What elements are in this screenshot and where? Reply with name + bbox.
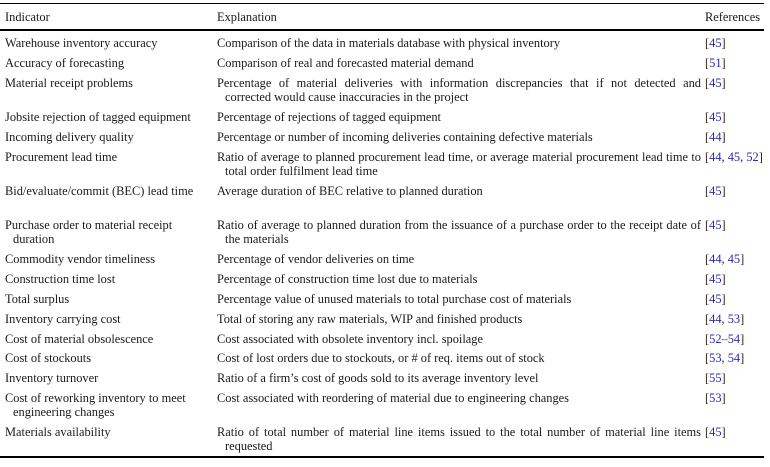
indicator-cell: Cost of material obsolescence <box>5 331 154 346</box>
bracket-open: [ <box>705 183 710 198</box>
explanation-cell: Percentage of construction time lost due to materials <box>217 271 478 286</box>
bracket-close: ] <box>740 331 745 346</box>
bracket-close: ] <box>721 271 726 286</box>
references-cell <box>705 252 767 266</box>
bracket-close: ] <box>721 55 726 70</box>
bracket-close: ] <box>721 217 726 232</box>
references-cell <box>705 312 767 326</box>
references-cell <box>705 130 767 144</box>
bracket-open: [ <box>705 55 710 70</box>
explanation-cell: Comparison of the data in materials database with physical inventory <box>217 36 561 50</box>
references-cell <box>705 272 767 286</box>
bracket-close: ] <box>721 75 726 90</box>
references-cell <box>705 110 767 124</box>
explanation-cell: Percentage of material deliveries with information discrepancies that if not detected and corrected would cause inaccuracies in the project <box>217 75 701 104</box>
references-cell <box>705 184 767 198</box>
bracket-open: [ <box>705 36 710 50</box>
explanation-cell: Ratio of a firm’s cost of goods sold to its average inventory level <box>217 371 539 386</box>
table-bottom-rule <box>0 456 764 458</box>
bracket-close: ] <box>758 149 763 164</box>
table-row <box>0 332 770 352</box>
bracket-open: [ <box>705 217 710 232</box>
table-row <box>0 351 770 371</box>
indicator-cell: Cost of stockouts <box>5 351 92 366</box>
explanation-cell: Cost associated with obsolete inventory incl. spoilage <box>217 331 484 346</box>
citation-link[interactable]: 51 <box>709 55 722 70</box>
bracket-open: [ <box>705 371 710 386</box>
bracket-open: [ <box>705 271 710 286</box>
explanation-cell: Percentage value of unused materials to total purchase cost of materials <box>217 291 572 306</box>
ref-separator: , <box>740 149 747 164</box>
citation-link[interactable]: 45 <box>727 251 741 266</box>
table-row <box>0 425 770 459</box>
indicator-cell: Total surplus <box>5 291 70 306</box>
bracket-open: [ <box>705 351 710 366</box>
citation-link[interactable]: 52 <box>746 149 759 164</box>
explanation-cell: Total of storing any raw materials, WIP and finished products <box>217 311 523 326</box>
table-header-rule <box>0 29 764 31</box>
references-cell <box>705 371 767 385</box>
bracket-close: ] <box>721 183 726 198</box>
bracket-open: [ <box>705 425 710 440</box>
bracket-open: [ <box>705 149 710 164</box>
citation-link[interactable]: 45 <box>709 425 722 440</box>
table-row <box>0 252 770 272</box>
bracket-close: ] <box>740 351 745 366</box>
bracket-open: [ <box>705 129 710 144</box>
citation-link[interactable]: 45 <box>709 271 722 286</box>
bracket-open: [ <box>705 251 710 266</box>
indicator-cell: Commodity vendor timeliness <box>5 251 156 266</box>
indicator-cell: Warehouse inventory accuracy <box>5 36 158 50</box>
indicator-cell: Material receipt problems <box>5 75 133 90</box>
table-row <box>0 110 770 130</box>
references-cell <box>705 332 767 346</box>
bracket-open: [ <box>705 391 710 406</box>
bracket-open: [ <box>705 109 710 124</box>
citation-link[interactable]: 44 <box>709 251 722 266</box>
bracket-close: ] <box>721 36 726 50</box>
explanation-cell: Ratio of average to planned duration from the issuance of a purchase order to the receipt date of the materials <box>217 217 701 247</box>
citation-link[interactable]: 55 <box>709 371 722 386</box>
bracket-close: ] <box>721 291 726 306</box>
table-row <box>0 150 770 184</box>
table-row <box>0 218 770 252</box>
references-cell <box>705 391 767 405</box>
citation-link[interactable]: 53 <box>709 351 722 366</box>
bracket-close: ] <box>740 251 745 266</box>
references-cell <box>705 292 767 306</box>
citation-link[interactable]: 53 <box>727 311 741 326</box>
table-body <box>0 36 770 459</box>
citation-link[interactable]: 45 <box>709 109 722 124</box>
references-cell <box>705 150 767 164</box>
table-top-rule <box>0 3 764 4</box>
bracket-open: [ <box>705 331 710 346</box>
citation-link[interactable]: 44 <box>709 129 722 144</box>
citation-link[interactable]: 45 <box>709 291 722 306</box>
explanation-cell: Percentage of rejections of tagged equipment <box>217 109 441 124</box>
indicator-cell: Accuracy of forecasting <box>5 55 125 70</box>
citation-link[interactable]: 53 <box>709 391 722 406</box>
bracket-open: [ <box>705 311 710 326</box>
citation-link[interactable]: 45 <box>709 36 722 50</box>
explanation-cell: Ratio of total number of material line items issued to the total number of material line items requested <box>217 425 701 454</box>
references-cell <box>705 351 767 365</box>
table-row <box>0 130 770 150</box>
explanation-cell: Cost of lost orders due to stockouts, or # of req. items out of stock <box>217 351 545 366</box>
ref-separator: , <box>721 149 728 164</box>
citation-link[interactable]: 54 <box>727 351 741 366</box>
header-indicator: Indicator <box>5 10 50 24</box>
table-row <box>0 391 770 425</box>
citation-link[interactable]: 45 <box>709 183 722 198</box>
references-cell <box>705 76 767 90</box>
bracket-open: [ <box>705 291 710 306</box>
explanation-cell: Ratio of average to planned procurement lead time, or average material procurement lead time to total order fulfilment lead time <box>217 149 701 178</box>
table-row <box>0 184 770 218</box>
explanation-cell: Comparison of real and forecasted material demand <box>217 55 474 70</box>
bracket-close: ] <box>740 311 745 326</box>
indicator-cell: Jobsite rejection of tagged equipment <box>5 109 191 124</box>
indicator-cell: Incoming delivery quality <box>5 129 134 144</box>
indicator-cell: Cost of reworking inventory to meet engineering changes <box>5 391 186 420</box>
explanation-cell: Percentage or number of incoming deliveries containing defective materials <box>217 129 593 144</box>
indicator-cell: Materials availability <box>5 425 111 440</box>
indicator-cell: Inventory carrying cost <box>5 311 121 326</box>
bracket-close: ] <box>721 109 726 124</box>
table-row <box>0 292 770 312</box>
header-explanation: Explanation <box>217 10 277 24</box>
citation-link[interactable]: 44 <box>709 149 722 164</box>
references-cell <box>705 36 767 50</box>
explanation-cell: Cost associated with reordering of material due to engineering changes <box>217 391 569 406</box>
explanation-cell: Average duration of BEC relative to planned duration <box>217 183 483 198</box>
ref-separator: , <box>721 311 728 326</box>
ref-separator: , <box>721 351 728 366</box>
table-row <box>0 36 770 56</box>
table-row <box>0 312 770 332</box>
table-row <box>0 371 770 391</box>
bracket-close: ] <box>721 129 726 144</box>
indicator-cell: Purchase order to material receipt duration <box>5 217 173 247</box>
bracket-close: ] <box>721 391 726 406</box>
references-cell <box>705 56 767 70</box>
citation-link[interactable]: 44 <box>709 311 722 326</box>
table-row <box>0 76 770 110</box>
explanation-cell: Percentage of vendor deliveries on time <box>217 251 415 266</box>
bracket-close: ] <box>721 425 726 440</box>
indicator-cell: Procurement lead time <box>5 149 118 164</box>
indicator-cell: Construction time lost <box>5 271 116 286</box>
citation-link[interactable]: 45 <box>709 75 722 90</box>
indicator-cell: Bid/evaluate/commit (BEC) lead time <box>5 183 194 198</box>
citation-link[interactable]: 45 <box>727 149 741 164</box>
citation-link[interactable]: 52–54 <box>709 331 741 346</box>
table-row <box>0 272 770 292</box>
table-row <box>0 56 770 76</box>
citation-link[interactable]: 45 <box>709 217 722 232</box>
ref-separator: , <box>721 251 728 266</box>
bracket-open: [ <box>705 75 710 90</box>
bracket-close: ] <box>721 371 726 386</box>
references-cell <box>705 218 767 232</box>
indicator-cell: Inventory turnover <box>5 371 99 386</box>
header-references: References <box>705 10 761 24</box>
references-cell <box>705 425 767 439</box>
